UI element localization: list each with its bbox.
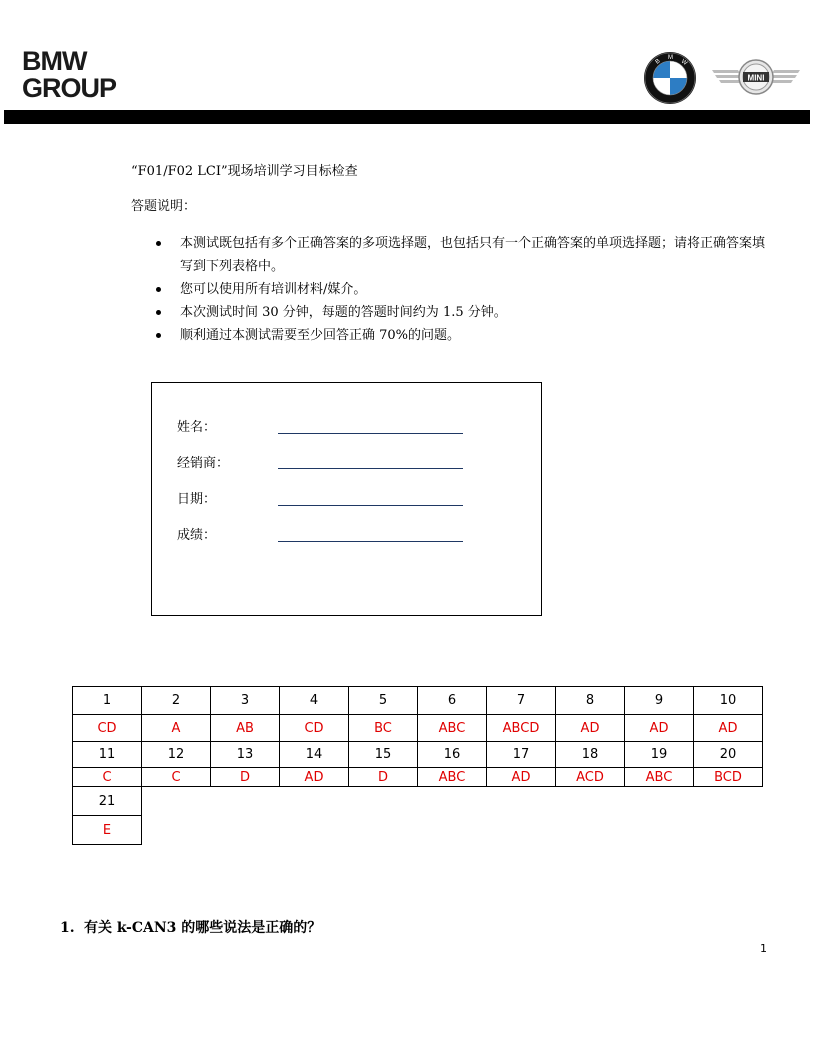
bullet-icon (156, 287, 161, 292)
svg-text:M: M (668, 55, 673, 61)
answer-cell[interactable]: ABCD (487, 715, 556, 742)
table-row (73, 787, 763, 816)
answer-cell[interactable]: E (73, 816, 142, 845)
dealer-field[interactable] (278, 468, 463, 469)
svg-text:W: W (679, 58, 688, 67)
question-number-cell: 6 (418, 687, 487, 715)
answer-cell[interactable]: C (73, 768, 142, 787)
answer-cell[interactable]: CD (280, 715, 349, 742)
instructions-heading: 答题说明： (131, 199, 197, 214)
answer-cell[interactable]: AD (556, 715, 625, 742)
question-number-cell: 15 (349, 742, 418, 768)
score-field[interactable] (278, 541, 463, 542)
bmw-roundel-icon (643, 51, 697, 105)
question-number-cell: 11 (73, 742, 142, 768)
mini-logo-icon (710, 58, 802, 96)
document-title: “F01/F02 LCI”现场培训学习目标检查 (131, 164, 358, 179)
table-row (73, 715, 763, 742)
question-number-cell: 3 (211, 687, 280, 715)
svg-text:B: B (654, 58, 662, 66)
name-label: 姓名： (177, 420, 217, 435)
bullet-icon (156, 333, 161, 338)
question-number-cell: 10 (694, 687, 763, 715)
answer-cell[interactable]: AD (280, 768, 349, 787)
answer-cell[interactable]: C (142, 768, 211, 787)
question-number-cell: 4 (280, 687, 349, 715)
question-number: 1. (60, 920, 75, 936)
question-number-cell: 20 (694, 742, 763, 768)
answer-cell[interactable]: ACD (556, 768, 625, 787)
question-number-cell: 7 (487, 687, 556, 715)
answer-cell[interactable]: ABC (418, 715, 487, 742)
answer-cell[interactable]: A (142, 715, 211, 742)
question-number-cell: 21 (73, 787, 142, 816)
score-label: 成绩： (177, 528, 217, 543)
answer-cell[interactable]: AD (487, 768, 556, 787)
question-number-cell: 19 (625, 742, 694, 768)
question-number-cell: 9 (625, 687, 694, 715)
question-number-cell: 1 (73, 687, 142, 715)
question-number-cell: 5 (349, 687, 418, 715)
table-row (73, 742, 763, 768)
answer-cell[interactable]: AD (694, 715, 763, 742)
answer-cell[interactable]: ABC (625, 768, 694, 787)
table-row (73, 768, 763, 787)
question-number-cell: 17 (487, 742, 556, 768)
date-label: 日期： (177, 492, 217, 507)
bmw-group-logo (22, 48, 116, 102)
empty-cell (142, 816, 763, 845)
question-1 (60, 917, 321, 937)
bullet-icon (156, 310, 161, 315)
participant-info-box (151, 382, 542, 616)
question-number-cell: 12 (142, 742, 211, 768)
question-number-cell: 16 (418, 742, 487, 768)
answer-cell[interactable]: D (349, 768, 418, 787)
date-field[interactable] (278, 505, 463, 506)
question-text: 有关 k-CAN3 的哪些说法是正确的？ (84, 920, 322, 936)
answer-cell[interactable]: BC (349, 715, 418, 742)
answer-cell[interactable]: D (211, 768, 280, 787)
answer-cell[interactable]: CD (73, 715, 142, 742)
question-number-cell: 14 (280, 742, 349, 768)
list-item: 本测试既包括有多个正确答案的多项选择题，也包括只有一个正确答案的单项选择题；请将正确答案填写到下列表格中。 (156, 232, 776, 278)
table-row (73, 687, 763, 715)
bullet-icon (156, 241, 161, 246)
empty-cell (142, 787, 763, 816)
name-field[interactable] (278, 433, 463, 434)
header-rule (4, 110, 810, 124)
list-item: 您可以使用所有培训材料/媒介。 (156, 278, 776, 301)
list-item: 本次测试时间 30 分钟，每题的答题时间约为 1.5 分钟。 (156, 301, 776, 324)
page-number: 1 (760, 942, 767, 955)
instructions-list (156, 232, 776, 347)
question-number-cell: 2 (142, 687, 211, 715)
answer-cell[interactable]: ABC (418, 768, 487, 787)
mini-text: MINI (747, 73, 765, 83)
logo-line-bmw: BMW (22, 46, 87, 76)
answer-cell[interactable]: AB (211, 715, 280, 742)
table-row (73, 816, 763, 845)
answer-table (72, 686, 763, 845)
answer-cell[interactable]: BCD (694, 768, 763, 787)
list-item: 顺利通过本测试需要至少回答正确 70%的问题。 (156, 324, 776, 347)
question-number-cell: 18 (556, 742, 625, 768)
dealer-label: 经销商： (177, 456, 230, 471)
logo-line-group: GROUP (22, 73, 117, 103)
answer-cell[interactable]: AD (625, 715, 694, 742)
question-number-cell: 13 (211, 742, 280, 768)
question-number-cell: 8 (556, 687, 625, 715)
